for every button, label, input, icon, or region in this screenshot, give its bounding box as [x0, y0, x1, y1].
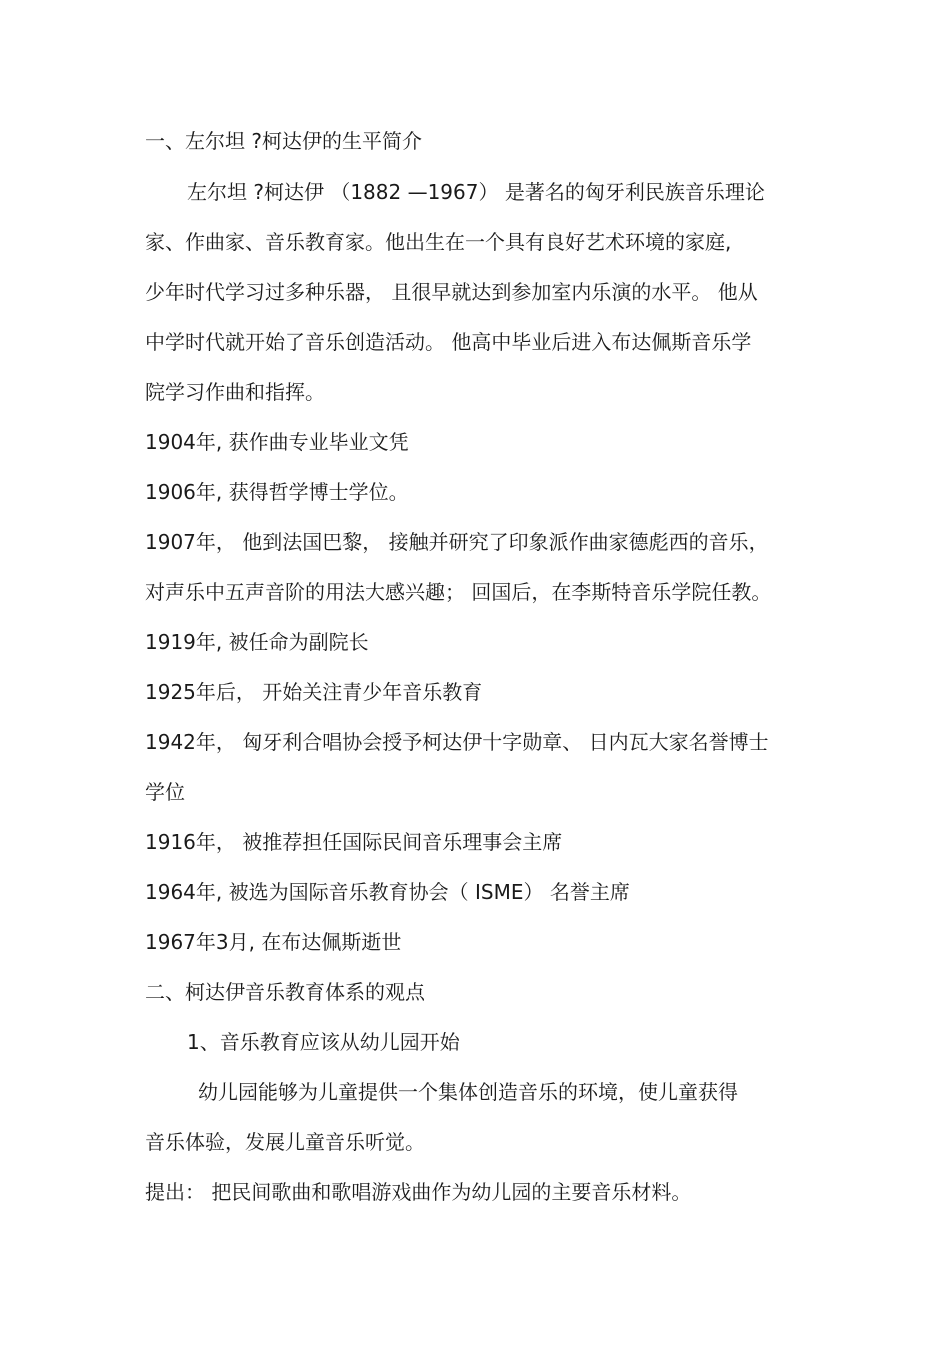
timeline-entry: 1916年， 被推荐担任国际民间音乐理事会主席 [145, 830, 563, 854]
timeline-entry: 1906年, 获得哲学博士学位。 [145, 480, 409, 504]
timeline-entry: 对声乐中五声音阶的用法大感兴趣； 回国后，在李斯特音乐学院任教。 [145, 580, 772, 604]
paragraph-line: 中学时代就开始了音乐创造活动。 他高中毕业后进入布达佩斯音乐学 [145, 330, 752, 354]
timeline-entry: 学位 [145, 780, 185, 804]
section-heading: 二、柯达伊音乐教育体系的观点 [145, 980, 425, 1004]
paragraph-line: 幼儿园能够为儿童提供一个集体创造音乐的环境，使儿童获得 [198, 1080, 738, 1104]
paragraph-line: 家、作曲家、音乐教育家。他出生在一个具有良好艺术环境的家庭, [145, 230, 732, 254]
timeline-entry: 1942年， 匈牙利合唱协会授予柯达伊十字勋章、 日内瓦大家名誉博士 [145, 730, 769, 754]
timeline-entry: 1925年后， 开始关注青少年音乐教育 [145, 680, 483, 704]
timeline-entry: 1907年， 他到法国巴黎， 接触并研究了印象派作曲家德彪西的音乐， [145, 530, 769, 554]
paragraph-line: 左尔坦 ?柯达伊 （1882 —1967） 是著名的匈牙利民族音乐理论 [187, 180, 765, 204]
timeline-entry: 1919年, 被任命为副院长 [145, 630, 369, 654]
paragraph-line: 提出： 把民间歌曲和歌唱游戏曲作为幼儿园的主要音乐材料。 [145, 1180, 692, 1204]
paragraph-line: 院学习作曲和指挥。 [145, 380, 325, 404]
timeline-entry: 1964年, 被选为国际音乐教育协会（ ISME） 名誉主席 [145, 880, 630, 904]
paragraph-line: 音乐体验，发展儿童音乐听觉。 [145, 1130, 425, 1154]
timeline-entry: 1904年, 获作曲专业毕业文凭 [145, 430, 409, 454]
subsection-heading: 1、音乐教育应该从幼儿园开始 [187, 1030, 460, 1054]
section-heading: 一、左尔坦 ?柯达伊的生平简介 [145, 129, 422, 153]
paragraph-line: 少年时代学习过多种乐器， 且很早就达到参加室内乐演的水平。 他从 [145, 280, 758, 304]
timeline-entry: 1967年3月, 在布达佩斯逝世 [145, 930, 402, 954]
